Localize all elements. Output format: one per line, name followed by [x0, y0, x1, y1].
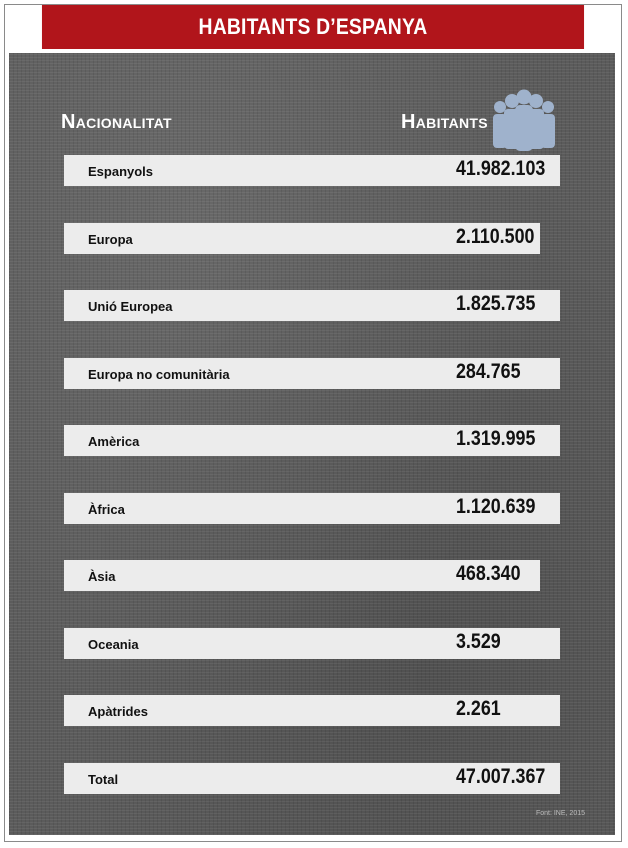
row-value: 41.982.103 [456, 157, 546, 180]
table-row [64, 628, 560, 659]
table-panel [9, 53, 615, 835]
table-row [64, 425, 560, 456]
table-row [64, 358, 560, 389]
table-row [64, 223, 540, 254]
row-label: Àfrica [88, 501, 125, 517]
row-value: 468.340 [456, 562, 521, 585]
table-row [64, 290, 560, 321]
row-value: 2.261 [456, 697, 501, 720]
table-row [64, 695, 560, 726]
row-label: Apàtrides [88, 704, 148, 719]
row-label: Espanyols [88, 164, 154, 179]
row-value: 2.110.500 [456, 224, 535, 248]
row-label: Oceania [88, 636, 139, 652]
row-label: Europa no comunitària [88, 366, 230, 382]
row-label: Àsia [88, 569, 116, 584]
title-bar [42, 5, 584, 49]
infographic-frame [4, 4, 622, 842]
column-header-inhabitants: Habitants [401, 111, 488, 133]
row-value: 3.529 [456, 629, 501, 653]
table-row [64, 763, 560, 794]
row-value: 284.765 [456, 359, 521, 383]
page-title: HABITANTS D’ESPANYA [198, 14, 428, 39]
row-label: Europa [88, 231, 133, 247]
row-label: Unió Europea [88, 299, 173, 314]
row-value: 1.120.639 [456, 494, 536, 518]
table-row [64, 493, 560, 524]
column-header-nationality: Nacionalitat [61, 111, 172, 133]
people-group-icon [489, 89, 559, 153]
source-note: Font: INE, 2015 [535, 810, 585, 817]
row-label: Total [88, 771, 119, 787]
table-row [64, 155, 560, 186]
row-value: 47.007.367 [456, 764, 546, 788]
row-value: 1.825.735 [456, 292, 536, 315]
table-row [64, 560, 540, 591]
row-label: Amèrica [88, 434, 140, 449]
row-value: 1.319.995 [456, 427, 536, 450]
